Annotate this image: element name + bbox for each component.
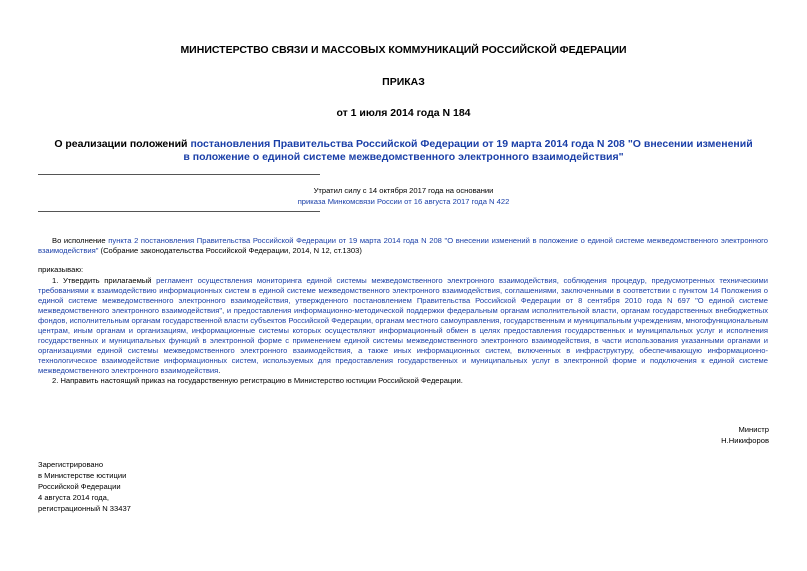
registration-block bbox=[38, 459, 238, 514]
lost-force-text: Утратил силу с 14 октября 2017 года на основании bbox=[313, 186, 494, 195]
item-1-prefix: 1. Утвердить прилагаемый bbox=[52, 276, 157, 285]
preamble-link[interactable]: пункта 2 постановления Правительства Российской Федерации от 19 марта 2014 года N 208 "О внесении изменений в положение о единой системе межведомственного электронного взаимодействия" bbox=[38, 236, 768, 255]
item-1-paragraph bbox=[38, 276, 768, 376]
preamble-suffix: (Собрание законодательства Российской Федерации, 2014, N 12, ст.1303) bbox=[98, 246, 362, 255]
date-number-heading: от 1 июля 2014 года N 184 bbox=[336, 107, 471, 119]
item-1-suffix: . bbox=[218, 366, 221, 375]
registration-line: в Министерстве юстиции bbox=[38, 471, 127, 480]
lost-force-link[interactable]: приказа Минкомсвязи России от 16 августа 2017 года N 422 bbox=[297, 197, 510, 206]
registration-line: Российской Федерации bbox=[38, 482, 121, 491]
divider-bottom bbox=[38, 211, 320, 212]
order-word: приказываю: bbox=[38, 265, 84, 274]
signature-position: Министр bbox=[738, 425, 769, 434]
item-2-paragraph: 2. Направить настоящий приказ на государственную регистрацию в Министерство юстиции Российской Федерации. bbox=[52, 376, 463, 385]
registration-line: 4 августа 2014 года, bbox=[38, 493, 110, 502]
signature-name: Н.Никифоров bbox=[721, 436, 769, 445]
lost-force-note bbox=[295, 185, 512, 207]
document-type-heading: ПРИКАЗ bbox=[382, 76, 425, 88]
title-prefix: О реализации положений bbox=[54, 138, 191, 150]
registration-line: регистрационный N 33437 bbox=[38, 504, 131, 513]
item-1-regulation-link[interactable]: регламент осуществления мониторинга единой системы межведомственного электронного взаимодействия, соблюдения процедур, предусмотренных техническими требованиями к взаимодействию информационных систем в единой системе межведомственного электронного взаимодействия, соглашениями, заключенными в соответствии с пунктом 14 Положения о единой системе межведомственного электронного взаимодействия, утвержденного постановлением Правительства Российской Федерации от 8 сентября 2010 года N 697 "О единой системе межведомственного электронного взаимодействия", и предоставления информационно-методической поддержки федеральным органам исполнительной власти, органам государственных внебюджетных фондов, исполнительным органам государственной власти субъектов Российской Федерации, органам местного самоуправления, государственным и муниципальным учреждениям, многофункциональным центрам, иным органам и организациям, информационные системы которых осуществляют информационный обмен в целях предоставления государственных и муниципальных услуг и исполнения государственных и муниципальных функций в электронной форме с применением единой системы межведомственного электронного взаимодействия, в части использования указанными органами и организациями единой системы межведомственного электронного взаимодействия, а также иных информационных систем, включенных в инфраструктуру, обеспечивающую информационно-технологическое взаимодействие информационных систем, используемых для предоставления государственных и муниципальных услуг в электронной форме и подключения к единой системе межведомственного электронного взаимодействия bbox=[38, 276, 768, 375]
title-resolution-link[interactable]: постановления Правительства Российской Федерации от 19 марта 2014 года N 208 "О внесении изменений в положение о единой системе межведомственного электронного взаимодействия" bbox=[183, 138, 753, 163]
document-title bbox=[52, 138, 755, 164]
preamble-prefix: Во исполнение bbox=[52, 236, 109, 245]
signature-block bbox=[619, 424, 769, 446]
divider-top bbox=[38, 174, 320, 175]
ministry-heading: МИНИСТЕРСТВО СВЯЗИ И МАССОВЫХ КОММУНИКАЦИЙ РОССИЙСКОЙ ФЕДЕРАЦИИ bbox=[180, 44, 627, 56]
preamble-paragraph bbox=[38, 236, 768, 256]
registration-line: Зарегистрировано bbox=[38, 460, 104, 469]
